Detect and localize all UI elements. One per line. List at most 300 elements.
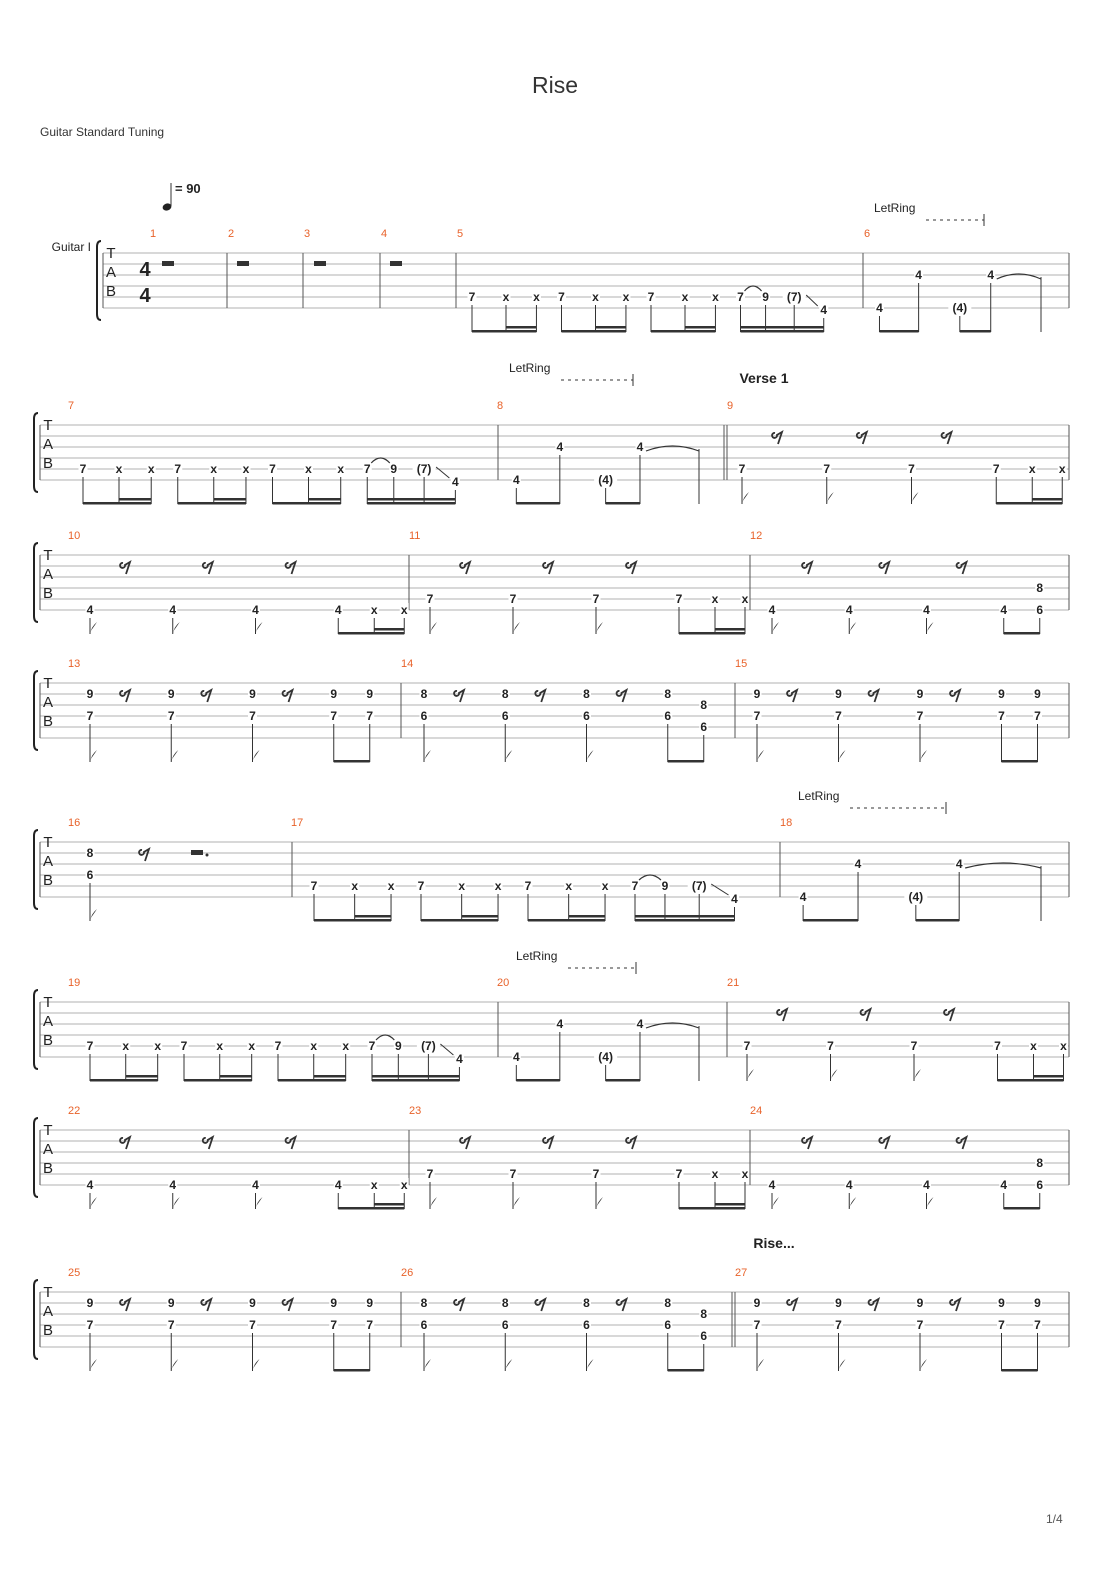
tab-note: 4	[731, 892, 738, 906]
eighth-flag	[742, 492, 749, 504]
note-beam	[596, 326, 626, 329]
tab-note: 7	[330, 709, 338, 723]
tab-note: 4	[854, 857, 862, 871]
measure-number: 8	[497, 400, 504, 412]
tab-note: 8	[1036, 1156, 1044, 1170]
measure-number: 9	[727, 400, 734, 412]
let-ring-label: LetRing	[874, 201, 916, 215]
measure-number: 11	[409, 530, 421, 542]
tab-note: 4	[923, 603, 930, 617]
eighth-rest	[454, 1299, 464, 1311]
dead-note: x	[154, 1039, 162, 1053]
system-bracket	[34, 990, 38, 1069]
tab-note: 7	[310, 879, 318, 893]
tab-note: 7	[79, 462, 87, 476]
measure-number: 27	[735, 1267, 748, 1279]
tab-note: 7	[363, 462, 371, 476]
tab-clef-t: T	[43, 675, 53, 692]
eighth-rest	[454, 690, 464, 702]
measure-number: 18	[780, 817, 793, 829]
dead-note: x	[122, 1039, 130, 1053]
whole-rest	[390, 261, 402, 266]
tab-note: 9	[661, 879, 669, 893]
measure-number: 5	[457, 228, 464, 240]
tab-clef-t: T	[43, 834, 53, 851]
tab-note: x	[400, 603, 408, 617]
tab-note: x	[711, 592, 719, 606]
eighth-flag	[920, 750, 927, 762]
tie-arc	[371, 458, 390, 463]
tab-note: 8	[583, 1296, 590, 1310]
measure-number: 3	[304, 228, 311, 240]
dot	[206, 854, 209, 857]
note-beam	[372, 1075, 459, 1078]
tab-note: 4	[512, 473, 520, 487]
eighth-rest	[283, 690, 293, 702]
eighth-rest	[460, 562, 470, 574]
note-beam	[715, 1203, 745, 1206]
whole-rest	[162, 261, 174, 266]
eighth-rest	[617, 1299, 627, 1311]
note-beam	[916, 919, 959, 922]
tab-note: 7	[737, 290, 744, 304]
tab-note: 7	[994, 1039, 1001, 1053]
note-beam	[83, 502, 151, 505]
tab-note: 7	[167, 709, 175, 723]
eighth-rest	[802, 562, 812, 574]
tuning-label: Guitar Standard Tuning	[40, 125, 165, 139]
section-label-verse: Verse 1	[739, 370, 789, 386]
tab-note: 4	[820, 303, 828, 317]
whole-rest	[314, 261, 326, 266]
tab-note: 9	[835, 687, 842, 701]
tempo-marking: = 90	[175, 181, 201, 196]
note-beam	[685, 326, 715, 329]
note-beam	[562, 330, 626, 333]
eighth-flag	[253, 1359, 260, 1371]
dead-note: x	[248, 1039, 256, 1053]
tab-note: 7	[468, 290, 476, 304]
eighth-flag	[927, 1197, 934, 1209]
note-beam	[472, 330, 536, 333]
tab-note: 4	[636, 1017, 644, 1031]
eighth-rest	[879, 1137, 889, 1149]
note-beam	[635, 919, 735, 922]
tab-note: 6	[501, 1318, 509, 1332]
tab-note: 7	[167, 1318, 175, 1332]
dead-note: x	[533, 290, 540, 304]
tab-note: (7)	[691, 879, 707, 893]
measure-number: 15	[735, 658, 748, 670]
measure-number: 12	[750, 530, 763, 542]
tab-note: 4	[86, 1178, 94, 1192]
note-beam	[334, 760, 370, 763]
measure-number: 2	[228, 228, 235, 240]
song-title: Rise	[531, 72, 578, 98]
dead-note: x	[502, 290, 510, 304]
dead-note: x	[565, 879, 573, 893]
note-beam	[355, 915, 391, 918]
eighth-rest	[869, 1299, 879, 1311]
note-beam	[462, 915, 498, 918]
tab-note: 7	[675, 592, 683, 606]
tab-note: 9	[998, 687, 1005, 701]
dead-note: x	[601, 879, 609, 893]
eighth-flag	[587, 750, 594, 762]
tab-note: 4	[768, 1178, 776, 1192]
note-beam	[372, 1079, 459, 1082]
note-beam	[220, 1075, 252, 1078]
tab-note: 7	[366, 709, 374, 723]
eighth-flag	[596, 622, 603, 634]
tab-note: x	[370, 603, 378, 617]
tab-note: 7	[558, 290, 565, 304]
system-bracket	[34, 1280, 38, 1359]
measure-number: 26	[401, 1267, 414, 1279]
tab-note: 6	[501, 709, 509, 723]
eighth-flag	[839, 1359, 846, 1371]
eighth-flag	[927, 622, 934, 634]
dead-note: x	[342, 1039, 350, 1053]
eighth-rest	[203, 562, 213, 574]
note-beam	[273, 502, 341, 505]
eighth-rest	[139, 849, 149, 861]
eighth-flag	[173, 1197, 180, 1209]
measure-number: 1	[150, 228, 157, 240]
note-beam	[367, 498, 455, 501]
eighth-flag	[757, 750, 764, 762]
dead-note: x	[305, 462, 312, 476]
tab-note: 4	[556, 440, 564, 454]
tab-note: 7	[675, 1167, 683, 1181]
tab-note: 4	[987, 268, 995, 282]
tab-note: 7	[174, 462, 182, 476]
tab-note: 4	[915, 268, 922, 282]
note-beam	[506, 326, 536, 329]
tab-clef-t: T	[43, 1284, 53, 1301]
note-beam	[309, 498, 341, 501]
tab-note: 8	[501, 687, 509, 701]
note-beam	[1002, 1369, 1038, 1372]
tab-clef-a: A	[42, 1303, 54, 1320]
tab-clef-t: T	[106, 245, 116, 262]
dead-note: x	[494, 879, 502, 893]
tab-note: 8	[420, 1296, 428, 1310]
tab-note: 7	[249, 1318, 256, 1332]
eighth-rest	[942, 432, 952, 444]
tab-note: 7	[269, 462, 276, 476]
tab-note: 9	[916, 687, 924, 701]
tab-note: 7	[827, 1039, 834, 1053]
tab-note: 7	[249, 709, 256, 723]
eighth-flag	[256, 1197, 263, 1209]
tie-arc	[376, 1035, 394, 1040]
tab-note: 7	[743, 1039, 751, 1053]
note-beam	[516, 1079, 560, 1082]
measure-number: 4	[381, 228, 388, 240]
tab-clef-a: A	[42, 436, 54, 453]
note-beam	[960, 330, 991, 333]
measure-number: 22	[68, 1105, 81, 1117]
eighth-flag	[505, 750, 512, 762]
tab-clef-t: T	[43, 1122, 53, 1139]
tab-note: 4	[1000, 603, 1008, 617]
system-bracket	[34, 830, 38, 909]
tab-note: 7	[1034, 709, 1041, 723]
eighth-flag	[747, 1069, 754, 1081]
note-beam	[374, 1203, 404, 1206]
tab-note: 6	[86, 868, 94, 882]
tab-note: 7	[426, 592, 434, 606]
tab-note: 7	[86, 1039, 94, 1053]
note-beam	[1032, 498, 1062, 501]
tab-note: 4	[955, 857, 963, 871]
time-sig-top: 4	[139, 259, 151, 281]
tab-note: 7	[647, 290, 655, 304]
tab-note: 4	[169, 603, 177, 617]
tab-note: 4	[452, 475, 459, 489]
tab-note: 7	[417, 879, 425, 893]
note-beam	[278, 1079, 346, 1082]
eighth-flag	[90, 1359, 97, 1371]
measure-number: 20	[497, 977, 510, 989]
eighth-flag	[171, 1359, 178, 1371]
tab-note: 7	[86, 1318, 94, 1332]
tab-note: 9	[249, 1296, 256, 1310]
eighth-rest	[944, 1009, 954, 1021]
eighth-rest	[543, 1137, 553, 1149]
eighth-flag	[90, 622, 97, 634]
tab-note: (7)	[416, 462, 432, 476]
tab-note: 7	[998, 709, 1005, 723]
tab-note: 6	[583, 709, 590, 723]
system-bracket	[34, 413, 38, 492]
note-beam	[741, 330, 824, 333]
tab-note: 9	[916, 1296, 924, 1310]
tab-note: 9	[753, 687, 761, 701]
eighth-flag	[914, 1069, 921, 1081]
tab-note: 7	[180, 1039, 188, 1053]
dead-note: x	[337, 462, 345, 476]
measure-number: 24	[750, 1105, 763, 1117]
tab-note: 8	[664, 1296, 672, 1310]
note-beam	[679, 1207, 745, 1210]
tab-note: x	[370, 1178, 378, 1192]
tab-note: (7)	[786, 290, 802, 304]
tab-note: 7	[738, 462, 746, 476]
note-beam	[90, 1079, 158, 1082]
tab-note: 6	[420, 1318, 428, 1332]
system-bracket	[97, 241, 101, 320]
eighth-rest	[869, 690, 879, 702]
tab-note: 9	[167, 1296, 175, 1310]
dead-note: x	[147, 462, 155, 476]
eighth-rest	[120, 690, 130, 702]
eighth-rest	[201, 1299, 211, 1311]
tab-clef-t: T	[43, 994, 53, 1011]
eighth-flag	[772, 1197, 779, 1209]
tie-arc	[639, 875, 661, 880]
eighth-flag	[587, 1359, 594, 1371]
eighth-flag	[772, 622, 779, 634]
tab-note: 7	[524, 879, 532, 893]
eighth-flag	[90, 1197, 97, 1209]
note-beam	[367, 502, 455, 505]
tab-clef-a: A	[42, 1141, 54, 1158]
tab-note: 6	[700, 1329, 708, 1343]
note-beam	[606, 502, 640, 505]
note-beam	[126, 1075, 158, 1078]
tab-note: 6	[664, 709, 672, 723]
tab-note: 4	[636, 440, 644, 454]
eighth-rest	[460, 1137, 470, 1149]
system-bracket	[34, 671, 38, 750]
tab-note: 9	[249, 687, 256, 701]
tab-note: 7	[426, 1167, 434, 1181]
tab-note: 9	[394, 1039, 402, 1053]
eighth-flag	[827, 492, 834, 504]
note-beam	[635, 915, 735, 918]
eighth-rest	[787, 1299, 797, 1311]
note-beam	[421, 919, 498, 922]
note-beam	[998, 1079, 1064, 1082]
tab-note: 4	[923, 1178, 930, 1192]
time-sig-bottom: 4	[139, 285, 151, 307]
tab-note: 6	[1036, 603, 1044, 617]
measure-number: 13	[68, 658, 81, 670]
eighth-flag	[505, 1359, 512, 1371]
eighth-flag	[173, 622, 180, 634]
tab-note: (7)	[421, 1039, 436, 1053]
note-beam	[651, 330, 715, 333]
eighth-flag	[920, 1359, 927, 1371]
eighth-rest	[535, 690, 545, 702]
note-beam	[741, 326, 824, 329]
dead-note: x	[622, 290, 630, 304]
eighth-rest	[535, 1299, 545, 1311]
tab-note: 6	[420, 709, 428, 723]
dead-note: x	[592, 290, 599, 304]
eighth-flag	[90, 909, 97, 921]
system-bracket	[34, 1118, 38, 1197]
note-beam	[374, 628, 404, 631]
tab-note: x	[1030, 1039, 1037, 1053]
tab-clef-a: A	[42, 566, 54, 583]
tab-note: 4	[512, 1050, 520, 1064]
eighth-rest	[957, 562, 967, 574]
tab-note: 7	[631, 879, 639, 893]
tab-note: 7	[1034, 1318, 1041, 1332]
tab-note: 4	[252, 603, 259, 617]
tab-note: 4	[845, 603, 853, 617]
tab-note: 8	[700, 1307, 708, 1321]
tab-note: 7	[592, 592, 600, 606]
tab-note: 7	[592, 1167, 600, 1181]
tab-clef-b: B	[42, 1322, 54, 1339]
note-beam	[178, 502, 246, 505]
tab-note: (4)	[598, 1050, 613, 1064]
eighth-flag	[256, 622, 263, 634]
page-number: 1/4	[1046, 1512, 1063, 1526]
eighth-rest	[617, 690, 627, 702]
eighth-flag	[849, 622, 856, 634]
tab-note: 9	[753, 1296, 761, 1310]
tab-note: 7	[916, 709, 924, 723]
tab-note: x	[711, 1167, 719, 1181]
note-beam	[338, 632, 404, 635]
eighth-rest	[283, 1299, 293, 1311]
tab-note: 7	[835, 1318, 842, 1332]
tab-note: 8	[501, 1296, 509, 1310]
note-beam	[715, 628, 745, 631]
eighth-flag	[90, 750, 97, 762]
let-ring-label: LetRing	[798, 789, 840, 803]
measure-number: 6	[864, 228, 871, 240]
tab-note: 8	[86, 846, 94, 860]
measure-number: 10	[68, 530, 81, 542]
tab-note: 7	[368, 1039, 376, 1053]
tab-clef-a: A	[42, 694, 54, 711]
tab-clef-b: B	[42, 713, 54, 730]
system-bracket	[34, 543, 38, 622]
tab-note: 6	[583, 1318, 590, 1332]
note-beam	[1004, 632, 1040, 635]
tab-note: 7	[908, 462, 915, 476]
tab-note: 4	[86, 603, 94, 617]
tab-note: 7	[366, 1318, 374, 1332]
tab-clef-b: B	[42, 1160, 54, 1177]
tab-note: x	[1028, 462, 1036, 476]
eighth-rest	[286, 1137, 296, 1149]
tab-note: 6	[1036, 1178, 1044, 1192]
tab-clef-b: B	[42, 585, 54, 602]
tab-note: 4	[456, 1052, 463, 1066]
tab-note: 8	[664, 687, 672, 701]
tab-clef-t: T	[43, 417, 53, 434]
tab-note: 7	[998, 1318, 1005, 1332]
note-beam	[1004, 1207, 1040, 1210]
track-name: Guitar I	[51, 240, 91, 254]
tab-note: 7	[992, 462, 1000, 476]
measure-number: 16	[68, 817, 81, 829]
eighth-flag	[430, 1197, 437, 1209]
tab-note: 4	[252, 1178, 259, 1192]
note-beam	[119, 498, 151, 501]
eighth-rest	[203, 1137, 213, 1149]
eighth-flag	[513, 622, 520, 634]
tab-note: 7	[509, 1167, 517, 1181]
tab-note: 6	[700, 720, 708, 734]
eighth-flag	[839, 750, 846, 762]
tab-note: 7	[86, 709, 94, 723]
section-label-rise: Rise...	[753, 1235, 795, 1251]
eighth-flag	[424, 750, 431, 762]
tab-note: 7	[330, 1318, 338, 1332]
note-beam	[606, 1079, 640, 1082]
eighth-rest	[787, 690, 797, 702]
tab-note: 9	[86, 1296, 94, 1310]
tab-note: 7	[835, 709, 842, 723]
tab-note: (4)	[908, 890, 924, 904]
dead-note: x	[242, 462, 250, 476]
tab-note: 4	[845, 1178, 853, 1192]
tab-note: 7	[823, 462, 831, 476]
tab-note: 9	[390, 462, 398, 476]
tab-clef-a: A	[105, 264, 117, 281]
eighth-flag	[912, 492, 919, 504]
note-beam	[996, 502, 1062, 505]
eighth-rest	[626, 1137, 636, 1149]
